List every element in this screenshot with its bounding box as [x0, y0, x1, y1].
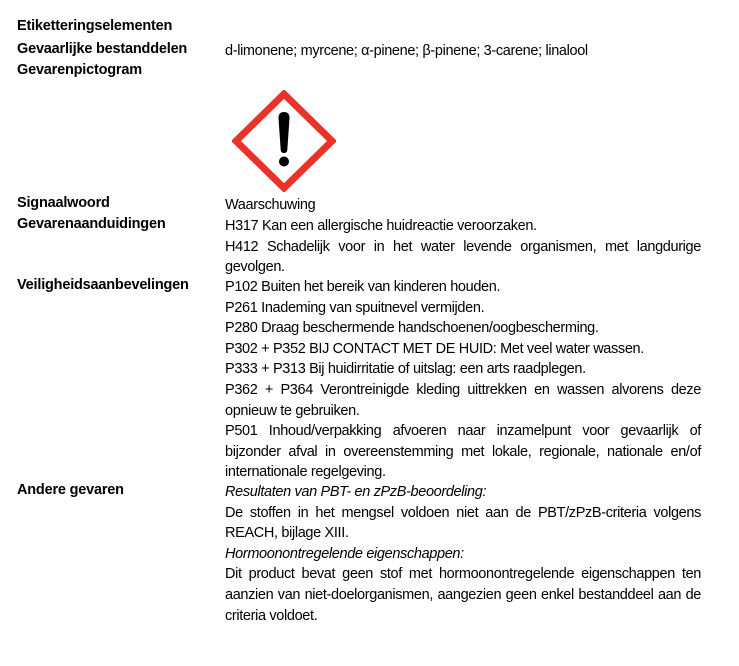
precautionary-statement: P102 Buiten het bereik van kinderen houden.	[225, 279, 501, 295]
other-hazards-content	[225, 482, 701, 626]
hazard-statements-label: Gevarenaanduidingen	[17, 216, 166, 232]
precautionary-statements-list	[225, 277, 701, 483]
signal-word-value	[225, 195, 701, 216]
signal-word-label: Signaalwoord	[17, 195, 110, 211]
precautionary-statement: P362 + P364 Verontreinigde kleding uittrekken en wassen alvorens deze opnieuw te gebruiken.	[225, 381, 701, 419]
precautionary-statement: P333 + P313 Bij huidirritatie of uitslag: een arts raadplegen.	[225, 361, 586, 378]
hazard-statement: H412 Schadelijk voor in het water levende organismen, met langdurige gevolgen.	[225, 238, 701, 276]
pbt-assessment-text: De stoffen in het mengsel voldoen niet aan de PBT/zPzB-criteria volgens REACH, bijlage XIII.	[225, 504, 701, 542]
hazardous-components-label: Gevaarlijke bestanddelen	[17, 41, 188, 57]
precautionary-statement: P280 Draag beschermende handschoenen/oogbescherming.	[225, 320, 599, 337]
hazardous-components-value	[225, 41, 701, 62]
section-title: Etiketteringselementen	[17, 18, 173, 34]
precautionary-statement: P261 Inademing van spuitnevel vermijden.	[225, 299, 485, 316]
precautionary-statements-label: Veiligheidsaanbevelingen	[17, 277, 189, 293]
endocrine-properties-heading: Hormoonontregelende eigenschappen:	[225, 545, 464, 562]
hazard-statements-list	[225, 216, 701, 278]
endocrine-properties-text: Dit product bevat geen stof met hormoonontregelende eigenschappen ten aanzien van niet-doelorganismen, aangezien geen enkel bestanddeel aan de criteria voldoet.	[225, 566, 701, 624]
pictogram-label: Gevarenpictogram	[17, 62, 142, 78]
signal-word-text: Waarschuwing	[225, 197, 316, 213]
ghs07-exclamation-mark-icon	[232, 90, 336, 192]
hazard-statement: H317 Kan een allergische huidreactie veroorzaken.	[225, 218, 537, 234]
precautionary-statement: P302 + P352 BIJ CONTACT MET DE HUID: Met veel water wassen.	[225, 340, 644, 357]
hazardous-components-text: d-limonene; myrcene; α-pinene; β-pinene; 3-carene; linalool	[225, 43, 588, 59]
pbt-assessment-heading: Resultaten van PBT- en zPzB-beoordeling:	[225, 484, 487, 500]
precautionary-statement: P501 Inhoud/verpakking afvoeren naar inzamelpunt voor gevaarlijk of bijzonder afval in overeenstemming met lokale, regionale, nationale en/of internationale regelgeving.	[225, 423, 701, 481]
other-hazards-label: Andere gevaren	[17, 482, 124, 498]
